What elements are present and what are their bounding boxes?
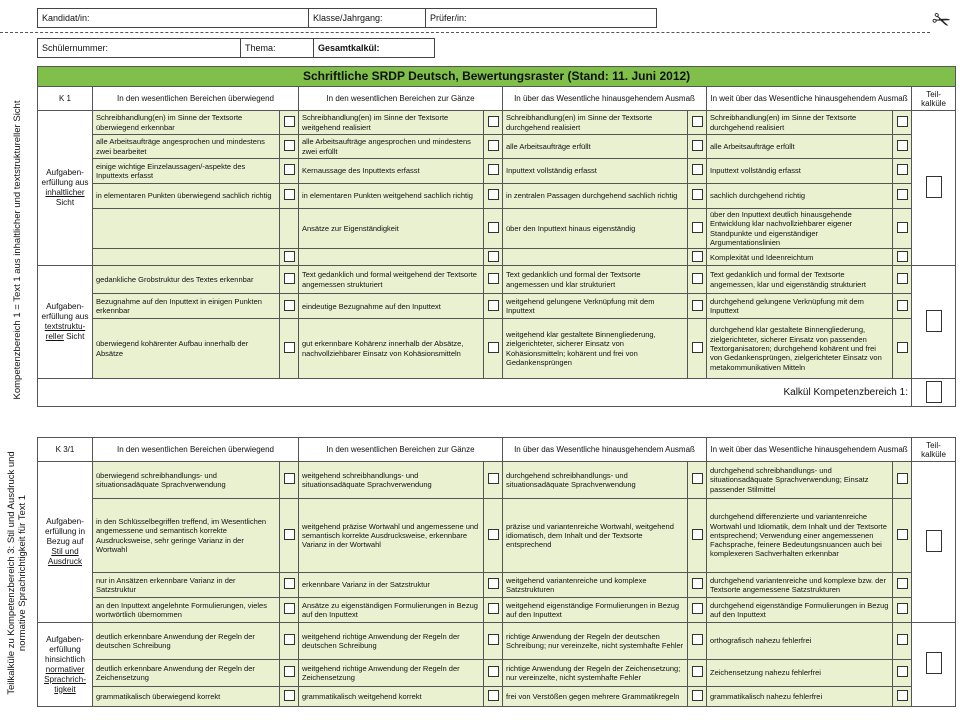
k1-g1-r6-c2 <box>299 249 484 266</box>
checkbox[interactable] <box>692 116 703 127</box>
checkbox[interactable] <box>284 603 295 614</box>
checkbox[interactable] <box>897 251 908 262</box>
k1-g1-r4-c1: in elementaren Punkten überwiegend sachlich richtig <box>93 184 280 209</box>
checkbox[interactable] <box>284 300 295 311</box>
teilkalkuel-box[interactable] <box>926 530 942 552</box>
k1-g1-r2-c3: alle Arbeitsaufträge erfüllt <box>503 135 688 159</box>
k1-g1-r5-c2: Ansätze zur Eigenständigkeit <box>299 209 484 249</box>
k1-col-4: In weit über das Wesentliche hinausgehendem Ausmaß <box>707 87 912 111</box>
checkbox[interactable] <box>692 222 703 233</box>
k3-g1-r1-c3: durchgehend schreibhandlungs- und situationsadäquate Sprachverwendung <box>503 462 688 499</box>
k3-col-1: In den wesentlichen Bereichen überwiegend <box>93 438 299 462</box>
checkbox[interactable] <box>284 634 295 645</box>
side-label-k1: Kompetenzbereich 1 = Text 1 aus inhaltlicher und textstruktureller Sicht <box>12 100 23 400</box>
scissors-icon: ✂ <box>928 5 955 36</box>
k1-g2-r1-c1: gedankliche Grobstruktur des Textes erkennbar <box>93 266 280 294</box>
k1-col-1: In den wesentlichen Bereichen überwiegend <box>93 87 299 111</box>
checkbox[interactable] <box>488 342 499 353</box>
k1-g1-r2-c1: alle Arbeitsaufträge angesprochen und mindestens zwei bearbeitet <box>93 135 280 159</box>
gesamtkalkuel-field[interactable]: Gesamtkalkül: <box>314 39 435 58</box>
k3-g2-label: Aufgaben-erfüllung hinsichtlich normativer Sprachrich-tigkeit <box>38 623 93 707</box>
k3-g2-r1-c1: deutlich erkennbare Anwendung der Regeln der deutschen Schreibung <box>93 623 280 660</box>
k3-grid <box>37 437 956 707</box>
k3-g1-r4-c3: weitgehend eigenständige Formulierungen in Bezug auf den Inputtext <box>503 598 688 623</box>
checkbox[interactable] <box>488 300 499 311</box>
k3-col-2: In den wesentlichen Bereichen zur Gänze <box>299 438 503 462</box>
cut-line <box>0 32 930 33</box>
checkbox[interactable] <box>897 473 908 484</box>
k1-code: K 1 <box>38 87 93 111</box>
k3-col-3: In über das Wesentliche hinausgehendem Ausmaß <box>503 438 707 462</box>
checkbox[interactable] <box>488 578 499 589</box>
checkbox[interactable] <box>692 189 703 200</box>
k1-g1-r2-c4: alle Arbeitsaufträge erfüllt <box>707 135 893 159</box>
student-header <box>37 38 435 58</box>
klasse-field[interactable]: Klasse/Jahrgang: <box>309 9 426 28</box>
checkbox[interactable] <box>897 300 908 311</box>
checkbox[interactable] <box>692 666 703 677</box>
k1-g1-r4-c3: in zentralen Passagen durchgehend sachlich richtig <box>503 184 688 209</box>
checkbox[interactable] <box>488 273 499 284</box>
checkbox[interactable] <box>692 164 703 175</box>
checkbox[interactable] <box>897 634 908 645</box>
checkbox[interactable] <box>897 690 908 701</box>
checkbox[interactable] <box>897 116 908 127</box>
k1-g2-r3-c3: weitgehend klar gestaltete Binnengliederung, zielgerichteter, sicherer Einsatz von Kohäsionsmitteln; kohärent und frei von Gedankensprüngen <box>503 319 688 379</box>
k3-col-teil: Teil-kalküle <box>912 438 956 462</box>
k1-col-2: In den wesentlichen Bereichen zur Gänze <box>299 87 503 111</box>
k3-g1-r2-c2: weitgehend präzise Wortwahl und angemessene und semantisch korrekte Ausdrucksweise, erkennbare Varianz in der Wortwahl <box>299 499 484 573</box>
checkbox[interactable] <box>488 189 499 200</box>
k1-g1-r1-c1: Schreibhandlung(en) im Sinne der Textsorte überwiegend erkennbar <box>93 111 280 135</box>
checkbox[interactable] <box>897 189 908 200</box>
k1-g1-r4-c2: in elementaren Punkten weitgehend sachlich richtig <box>299 184 484 209</box>
side-label-k3 <box>6 428 28 718</box>
k1-g2-r1-c3: Text gedanklich und formal der Textsorte angemessen und klar strukturiert <box>503 266 688 294</box>
k1-g1-r3-c1: einige wichtige Einzelaussagen/-aspekte des Inputtexts erfasst <box>93 159 280 184</box>
teilkalkuel-box[interactable] <box>926 652 942 674</box>
checkbox[interactable] <box>897 273 908 284</box>
k3-g1-r1-c2: weitgehend schreibhandlungs- und situationsadäquate Sprachverwendung <box>299 462 484 499</box>
k3-g1-r3-c4: durchgehend variantenreiche und komplexe bzw. der Textsorte angemessene Satzstrukturen <box>707 573 893 598</box>
k3-g1-r1-c4: durchgehend schreibhandlungs- und situationsadäquate Sprachverwendung; Einsatz passender Stilmittel <box>707 462 893 499</box>
k3-g1-r3-c3: weitgehend variantenreiche und komplexe Satzstrukturen <box>503 573 688 598</box>
k3-code: K 3/1 <box>38 438 93 462</box>
k1-g2-r1-c4: Text gedanklich und formal der Textsorte angemessen, klar und eigenständig strukturiert <box>707 266 893 294</box>
checkbox[interactable] <box>692 473 703 484</box>
thema-field[interactable]: Thema: <box>241 39 314 58</box>
checkbox[interactable] <box>692 300 703 311</box>
k3-g2-r3-c1: grammatikalisch überwiegend korrekt <box>93 687 280 707</box>
k3-g1-r3-c1: nur in Ansätzen erkennbare Varianz in der Satzstruktur <box>93 573 280 598</box>
checkbox[interactable] <box>897 342 908 353</box>
k1-g1-r3-c3: Inputtext vollständig erfasst <box>503 159 688 184</box>
teilkalkuel-box[interactable] <box>926 176 942 198</box>
k1-g1-r1-c4: Schreibhandlung(en) im Sinne der Textsorte durchgehend realisiert <box>707 111 893 135</box>
k1-g2-r2-c3: weitgehend gelungene Verknüpfung mit dem Inputtext <box>503 294 688 319</box>
k1-g2-r3-c1: überwiegend kohärenter Aufbau innerhalb der Absätze <box>93 319 280 379</box>
k1-g2-r2-c2: eindeutige Bezugnahme auf den Inputtext <box>299 294 484 319</box>
checkbox[interactable] <box>488 140 499 151</box>
k3-g1-r2-c4: durchgehend differenzierte und variantenreiche Wortwahl und Idiomatik, dem Inhalt und der Textsorte entsprechend; Verwendung einer angemessenen Fachsprache, feinere Bedeutungsnuancen auch bei komplexeren Sachverhalten erkennbar <box>707 499 893 573</box>
k3-g2-r3-c4: grammatikalisch nahezu fehlerfrei <box>707 687 893 707</box>
pruefer-field[interactable]: Prüfer/in: <box>426 9 657 28</box>
checkbox[interactable] <box>692 342 703 353</box>
k3-g1-r4-c4: durchgehend eigenständige Formulierungen in Bezug auf den Inputtext <box>707 598 893 623</box>
k3-g1-r2-c1: in den Schlüsselbegriffen treffend, im Wesentlichen angemessene und semantisch korrekte Ausdrucksweise, sehr geringe Varianz in der Wortwahl <box>93 499 280 573</box>
k1-g1-r5-c4: über den Inputtext deutlich hinausgehende Entwicklung klar nachvollziehbarer eigener Standpunkte und eigenständiger Argumentationslinien <box>707 209 893 249</box>
k3-g2-r2-c1: deutlich erkennbare Anwendung der Regeln der Zeichensetzung <box>93 660 280 687</box>
k1-g1-r3-c2: Kernaussage des Inputtexts erfasst <box>299 159 484 184</box>
k3-g1-r4-c1: an den Inputtext angelehnte Formulierungen, vieles wortwörtlich übernommen <box>93 598 280 623</box>
k1-g1-r1-c3: Schreibhandlung(en) im Sinne der Textsorte durchgehend realisiert <box>503 111 688 135</box>
checkbox[interactable] <box>692 690 703 701</box>
k1-grid <box>37 66 956 407</box>
k1-g2-r3-c4: durchgehend klar gestaltete Binnengliederung, zielgerichteter, sicherer Einsatz von passenden Textorganisatoren; durchgehend kohärent und frei von Gedankensprüngen, zielgerichteter Einsatz von metakommunikativen Mitteln <box>707 319 893 379</box>
checkbox[interactable] <box>692 529 703 540</box>
checkbox[interactable] <box>897 222 908 233</box>
k3-g2-r3-c2: grammatikalisch weitgehend korrekt <box>299 687 484 707</box>
checkbox[interactable] <box>692 603 703 614</box>
checkbox[interactable] <box>284 164 295 175</box>
k1-g1-r5-c3: über den Inputtext hinaus eigenständig <box>503 209 688 249</box>
k1-kalkuel-label: Kalkül Kompetenzbereich 1: <box>38 379 912 407</box>
k3-g2-r1-c3: richtige Anwendung der Regeln der deutschen Schreibung; nur vereinzelte, nicht systemhafte Fehler <box>503 623 688 660</box>
k3-g2-r3-c3: frei von Verstößen gegen mehrere Grammatikregeln <box>503 687 688 707</box>
checkbox[interactable] <box>897 529 908 540</box>
k1-kalkuel-box[interactable] <box>926 381 942 403</box>
checkbox[interactable] <box>897 603 908 614</box>
k3-g2-r1-c2: weitgehend richtige Anwendung der Regeln der deutschen Schreibung <box>299 623 484 660</box>
k3-g1-r4-c2: Ansätze zu eigenständigen Formulierungen in Bezug auf den Inputtext <box>299 598 484 623</box>
kandidat-field[interactable]: Kandidat/in: <box>38 9 309 28</box>
side-label-k3-line2: normative Sprachrichtigkeit für Text 1 <box>17 494 28 652</box>
checkbox[interactable] <box>488 666 499 677</box>
checkbox[interactable] <box>284 529 295 540</box>
k3-g2-r2-c3: richtige Anwendung der Regeln der Zeichensetzung; nur vereinzelte, nicht systemhafte Fehler <box>503 660 688 687</box>
checkbox[interactable] <box>284 473 295 484</box>
checkbox[interactable] <box>692 140 703 151</box>
k1-g1-r6-c3 <box>503 249 688 266</box>
side-label-k3-line1: Teilkalküle zu Kompetenzbereich 3: Stil und Ausdruck und <box>6 451 17 695</box>
k1-g1-label: Aufgaben-erfüllung aus inhaltlicher Sicht <box>38 111 93 266</box>
k1-g2-r1-c2: Text gedanklich und formal weitgehend der Textsorte angemessen strukturiert <box>299 266 484 294</box>
checkbox[interactable] <box>897 578 908 589</box>
checkbox[interactable] <box>284 251 295 262</box>
checkbox[interactable] <box>488 116 499 127</box>
k1-g2-r2-c1: Bezugnahme auf den Inputtext in einigen Punkten erkennbar <box>93 294 280 319</box>
checkbox[interactable] <box>284 666 295 677</box>
checkbox[interactable] <box>692 251 703 262</box>
k3-g1-r3-c2: erkennbare Varianz in der Satzstruktur <box>299 573 484 598</box>
checkbox[interactable] <box>488 251 499 262</box>
checkbox[interactable] <box>897 666 908 677</box>
checkbox[interactable] <box>692 634 703 645</box>
k1-g2-label: Aufgaben-erfüllung aus textstruktu-reller Sicht <box>38 266 93 379</box>
k1-col-teil: Teil-kalküle <box>912 87 956 111</box>
checkbox[interactable] <box>488 473 499 484</box>
checkbox[interactable] <box>284 116 295 127</box>
schuelernummer-field[interactable]: Schülernummer: <box>38 39 241 58</box>
k1-g1-r4-c4: sachlich durchgehend richtig <box>707 184 893 209</box>
k3-col-4: In weit über das Wesentliche hinausgehendem Ausmaß <box>707 438 912 462</box>
k1-g1-r1-c2: Schreibhandlung(en) im Sinne der Textsorte weitgehend realisiert <box>299 111 484 135</box>
candidate-header <box>37 8 657 28</box>
checkbox[interactable] <box>488 690 499 701</box>
k1-g1-r6-c1 <box>93 249 280 266</box>
k3-g2-r2-c4: Zeichensetzung nahezu fehlerfrei <box>707 660 893 687</box>
k1-g2-r2-c4: durchgehend gelungene Verknüpfung mit dem Inputtext <box>707 294 893 319</box>
checkbox[interactable] <box>284 342 295 353</box>
k1-g1-r2-c2: alle Arbeitsaufträge angesprochen und mindestens zwei erfüllt <box>299 135 484 159</box>
checkbox[interactable] <box>488 634 499 645</box>
checkbox[interactable] <box>488 222 499 233</box>
teilkalkuel-box[interactable] <box>926 310 942 332</box>
k3-g2-r2-c2: weitgehend richtige Anwendung der Regeln der Zeichensetzung <box>299 660 484 687</box>
checkbox[interactable] <box>692 578 703 589</box>
k1-g1-r3-c4: Inputtext vollständig erfasst <box>707 159 893 184</box>
k3-g1-r2-c3: präzise und variantenreiche Wortwahl, weitgehend idiomatisch, dem Inhalt und der Textsorte entsprechend <box>503 499 688 573</box>
checkbox[interactable] <box>284 140 295 151</box>
k1-g1-r5-c1 <box>93 209 280 249</box>
k1-g2-r3-c2: gut erkennbare Kohärenz innerhalb der Absätze, nachvollziehbarer Einsatz von Kohäsionsmitteln <box>299 319 484 379</box>
checkbox[interactable] <box>897 140 908 151</box>
checkbox[interactable] <box>488 164 499 175</box>
checkbox[interactable] <box>284 273 295 284</box>
page-title: Schriftliche SRDP Deutsch, Bewertungsraster (Stand: 11. Juni 2012) <box>38 67 956 87</box>
k3-g1-label: Aufgaben-erfüllung in Bezug auf Stil und Ausdruck <box>38 462 93 623</box>
checkbox[interactable] <box>284 189 295 200</box>
checkbox[interactable] <box>692 273 703 284</box>
k3-g1-r1-c1: überwiegend schreibhandlungs- und situationsadäquate Sprachverwendung <box>93 462 280 499</box>
k1-g1-r6-c4: Komplexität und Ideenreichtum <box>707 249 893 266</box>
checkbox[interactable] <box>488 603 499 614</box>
k1-col-3: In über das Wesentliche hinausgehendem Ausmaß <box>503 87 707 111</box>
checkbox[interactable] <box>284 578 295 589</box>
checkbox[interactable] <box>284 690 295 701</box>
checkbox[interactable] <box>488 529 499 540</box>
k3-g2-r1-c4: orthografisch nahezu fehlerfrei <box>707 623 893 660</box>
checkbox[interactable] <box>897 164 908 175</box>
